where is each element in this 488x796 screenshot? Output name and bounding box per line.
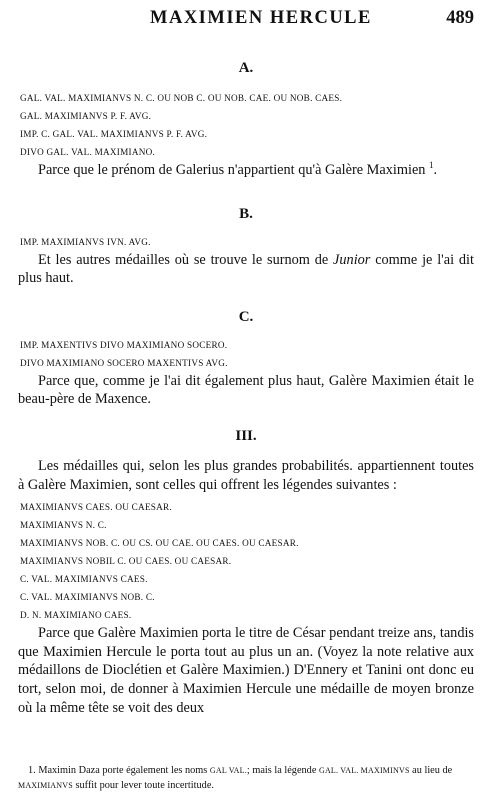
legend-line: IMP. C. GAL. VAL. MAXIMIANVS P. F. AVG.: [20, 129, 208, 139]
paragraph-text: Parce que Galère Maximien porta le titre de César pendant treize ans, tandis que Maximien Hercule le porta tout au plus un an. (Voyez la note relative aux médaillons de Dioclétien et Galère Maximien.) D'Ennery et Tanini ont donc eu tort, selon moi, de donner à Maximien Hercule une médaille de moyen bronze où la même tête se voit des deux: [18, 625, 474, 716]
paragraph: [18, 624, 474, 717]
paragraph-text: comme je l'ai dit plus haut.: [18, 251, 474, 287]
paragraph-text: Parce que, comme je l'ai dit également plus haut, Galère Maximien était le beau-père de Maxence.: [18, 372, 474, 408]
footnote-text: ; mais la légende: [246, 765, 317, 776]
legend-line: MAXIMIANVS N. C.: [20, 520, 107, 531]
emphasis-junior: Junior: [333, 251, 371, 268]
section-b: [18, 206, 474, 288]
legend-line: GAL. MAXIMIANVS P. F. AVG.: [20, 111, 152, 121]
page-body: [18, 60, 474, 717]
section-heading: A.: [238, 60, 254, 76]
section-iii: [18, 428, 474, 717]
legend-line: D. N. MAXIMIANO CAES.: [20, 610, 132, 621]
page-header: [0, 8, 488, 32]
section-c: [18, 309, 474, 409]
page-number: 489: [446, 8, 474, 28]
legend-line: MAXIMIANVS NOB. C. OU CS. OU CAE. OU CAES. OU CAESAR.: [20, 538, 299, 549]
running-title: MAXIMIEN HERCULE: [150, 8, 372, 28]
paragraph: [18, 372, 474, 409]
legend-line: GAL. VAL. MAXIMIANVS N. C. OU NOB C. OU NOB. CAE. OU NOB. CAES.: [20, 93, 343, 103]
legend-line: IMP. MAXIMIANVS IVN. AVG.: [20, 236, 151, 247]
section-heading: C.: [238, 308, 254, 325]
footnote-smallcaps: GAL VAL.: [209, 766, 247, 775]
legend-line: C. VAL. MAXIMIANVS CAES.: [20, 574, 148, 585]
legend-list: [18, 498, 474, 624]
footnote-text: au lieu de: [412, 765, 453, 776]
footnote-ref: 1: [429, 160, 434, 171]
paragraph-end: .: [433, 162, 438, 178]
paragraph-text: Les médailles qui, selon les plus grandes probabilités. appartiennent toutes à Galère Maximien, sont celles qui offrent les légendes suivantes :: [18, 457, 474, 493]
paragraph-intro: [18, 457, 474, 494]
section-a: [18, 60, 474, 180]
footnote: [18, 764, 474, 794]
paragraph-text: Et les autres médailles où se trouve le surnom de: [38, 251, 329, 268]
footnote-smallcaps: MAXIMIANVS: [18, 780, 73, 790]
legend-line: IMP. MAXENTIVS DIVO MAXIMIANO SOCERO.: [20, 339, 228, 350]
legend-line: DIVO MAXIMIANO SOCERO MAXENTIVS AVG.: [20, 357, 228, 368]
footnote-number: 1.: [28, 765, 36, 776]
paragraph-text: Parce que le prénom de Galerius n'appartient qu'à Galère Maximien: [38, 162, 426, 178]
legend-line: MAXIMIANVS CAES. OU CAESAR.: [20, 502, 172, 513]
legend-line: C. VAL. MAXIMIANVS NOB. C.: [20, 592, 155, 603]
footnote-text: suffit pour lever toute incertitude.: [75, 779, 214, 791]
section-heading: III.: [235, 427, 257, 444]
section-heading: B.: [239, 205, 253, 222]
paragraph: [18, 251, 474, 288]
legend-line: MAXIMIANVS NOBIL C. OU CAES. OU CAESAR.: [20, 556, 232, 567]
legend-line: DIVO GAL. VAL. MAXIMIANO.: [20, 147, 156, 157]
paragraph: [18, 161, 474, 180]
footnote-smallcaps: GAL. VAL. MAXIMINVS: [318, 766, 410, 775]
footnote-text: Maximin Daza porte également les noms: [38, 765, 208, 776]
